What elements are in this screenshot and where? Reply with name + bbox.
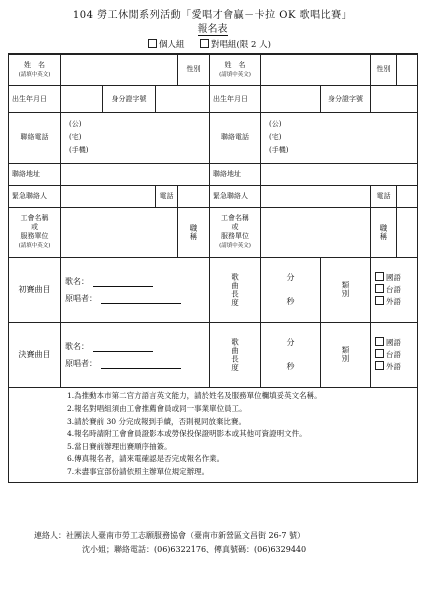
emergency-input-2[interactable] (261, 185, 371, 207)
birth-input-1[interactable] (61, 85, 103, 112)
final-label: 決賽曲目 (9, 322, 61, 387)
birth-label-2: 出生年月日 (210, 85, 261, 112)
notes-section (9, 387, 418, 482)
preliminary-song-field[interactable]: 歌名： 原唱者： (61, 257, 210, 322)
preliminary-label: 初賽曲目 (9, 257, 61, 322)
preliminary-singer-input[interactable] (101, 303, 181, 304)
union-label-2: 工會名稱 或 服務單位 (請填中英文) (210, 207, 261, 257)
final-song-name-input[interactable] (93, 351, 153, 352)
checkbox-icon[interactable] (375, 361, 384, 370)
name-label-1: 姓 名 (請填中英文) (9, 54, 61, 85)
phone-label-1: 聯絡電話 (9, 112, 61, 163)
job-title-input-2[interactable] (397, 207, 418, 257)
gender-label-1: 性別 (178, 54, 210, 85)
gender-label-2: 性別 (371, 54, 397, 85)
preliminary-song-name-input[interactable] (93, 286, 153, 287)
final-category-label: 類別 (321, 322, 371, 387)
note-item: 2.報名對唱組須由工會推薦會員或同一事業單位員工。 (67, 404, 247, 414)
preliminary-length-input[interactable]: 分 秒 (261, 257, 321, 322)
name-input-1[interactable] (61, 54, 178, 85)
form-subtitle: 報名表 (197, 24, 228, 35)
address-input-2[interactable] (261, 163, 418, 185)
emergency-label-2: 緊急聯絡人 (210, 185, 261, 207)
note-item: 3.請於賽前 30 分完成報到手續，否則視同放棄比賽。 (67, 416, 246, 426)
final-singer-input[interactable] (101, 368, 181, 369)
final-length-input[interactable]: 分 秒 (261, 322, 321, 387)
id-label-1: 身分證字號 (103, 85, 156, 112)
final-song-field[interactable]: 歌名： 原唱者： (61, 322, 210, 387)
preliminary-category-options[interactable] (371, 257, 418, 322)
union-label-1: 工會名稱 或 服務單位 (請填中英文) (9, 207, 61, 257)
name-label-2: 姓 名 (請填中英文) (210, 54, 261, 85)
note-item: 1.為推動本市第二官方語言英文能力，請於姓名及服務單位欄填妥英文名稱。 (67, 391, 322, 401)
checkbox-icon[interactable] (375, 272, 384, 281)
checkbox-icon[interactable] (375, 337, 384, 346)
note-item: 4.報名時請附工會會員證影本或勞保投保證明影本或其他可資證明文件。 (67, 429, 307, 439)
emergency-input-1[interactable] (61, 185, 156, 207)
final-option-foreign[interactable]: 外語 (375, 361, 417, 373)
id-input-2[interactable] (371, 85, 418, 112)
final-option-mandarin[interactable]: 國語 (375, 337, 417, 349)
tel-label-2: 電話 (371, 185, 397, 207)
final-length-label: 歌曲長度 (210, 322, 261, 387)
emergency-label-1: 緊急聯絡人 (9, 185, 61, 207)
address-label-2: 聯絡地址 (210, 163, 261, 185)
birth-input-2[interactable] (261, 85, 321, 112)
preliminary-option-foreign[interactable]: 外語 (375, 296, 417, 308)
contact-phone-fax: 沈小姐；聯絡電話：(06)6322176、傳真號碼：(06)6329440 (82, 545, 307, 554)
gender-input-2[interactable] (397, 54, 418, 85)
tel-input-1[interactable] (178, 185, 210, 207)
preliminary-category-label: 類別 (321, 257, 371, 322)
job-title-label-1: 職稱 (178, 207, 210, 257)
preliminary-option-mandarin[interactable]: 國語 (375, 272, 417, 284)
phone-input-2[interactable]: (公) (宅) (手機) (261, 112, 418, 163)
tel-label-1: 電話 (156, 185, 178, 207)
preliminary-length-label: 歌曲長度 (210, 257, 261, 322)
contact-organization: 連絡人：社團法人臺南市勞工志願服務協會（臺南市新營區文昌街 26-7 號） (34, 531, 306, 540)
note-item: 7.未盡事宜部份請依照主辦單位規定辦理。 (67, 466, 210, 476)
final-category-options[interactable] (371, 322, 418, 387)
checkbox-individual[interactable] (148, 39, 157, 48)
checkbox-icon[interactable] (375, 296, 384, 305)
form-title: 104 勞工休閒系列活動「愛唱才會贏－卡拉 OK 歌唱比賽」 (72, 10, 353, 21)
job-title-label-2: 職稱 (371, 207, 397, 257)
tel-input-2[interactable] (397, 185, 418, 207)
preliminary-option-taiwanese[interactable]: 台語 (375, 284, 417, 296)
checkbox-duet[interactable] (200, 39, 209, 48)
checkbox-icon[interactable] (375, 284, 384, 293)
birth-label-1: 出生年月日 (9, 85, 61, 112)
registration-form-table (8, 53, 418, 483)
checkbox-icon[interactable] (375, 349, 384, 358)
address-label-1: 聯絡地址 (9, 163, 61, 185)
id-label-2: 身分證字號 (321, 85, 371, 112)
union-input-2[interactable] (261, 207, 371, 257)
id-input-1[interactable] (156, 85, 210, 112)
phone-label-2: 聯絡電話 (210, 112, 261, 163)
note-item: 5.當日賽前辦理出賽順序抽簽。 (67, 441, 172, 451)
union-input-1[interactable] (61, 207, 178, 257)
option-individual[interactable]: 個人組 (148, 38, 185, 50)
option-duet[interactable]: 對唱組(限 2 人) (200, 38, 271, 50)
final-option-taiwanese[interactable]: 台語 (375, 349, 417, 361)
note-item: 6.傳真報名者，請來電確認是否完成報名作業。 (67, 454, 225, 464)
address-input-1[interactable] (61, 163, 210, 185)
name-input-2[interactable] (261, 54, 371, 85)
phone-input-1[interactable]: (公) (宅) (手機) (61, 112, 210, 163)
